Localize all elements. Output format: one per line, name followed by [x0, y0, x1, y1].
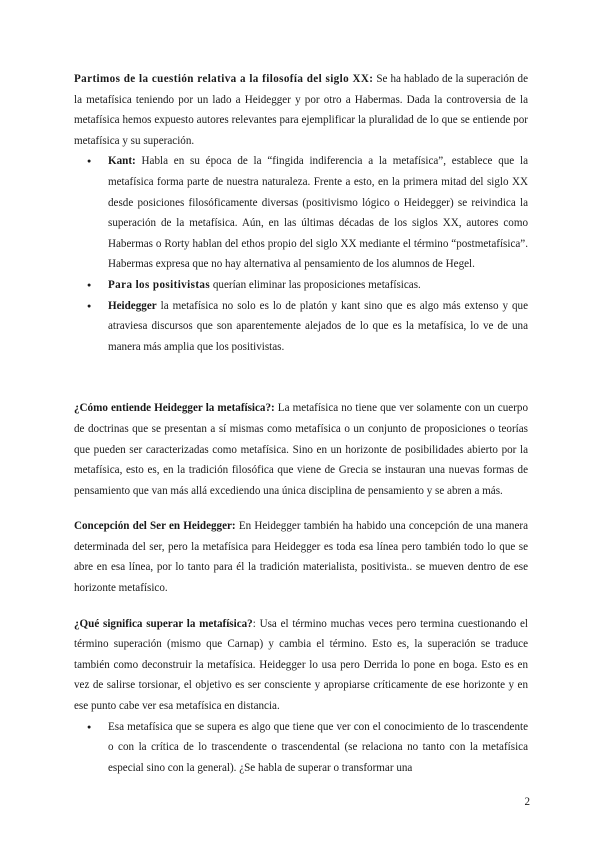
- list-item-text: querían eliminar las proposiciones metafísicas.: [210, 278, 421, 291]
- paragraph-text: : Usa el término muchas veces pero termina cuestionando el término superación (mismo que Carnap) y cambia el término. Esto es, la superación se traduce también como deconstruir la metafísica. Heidegger lo usa pero Derrida lo pone en boga. Esto es en vez de salirse torsionar, el objetivo es ser consciente y apropiarse críticamente de ese horizonte y en ese punto cabe ver esa metafísica en distancia.: [74, 617, 528, 713]
- list-item-superacion: [108, 717, 528, 779]
- list-item-text: Habla en su época de la “fingida indiferencia a la metafísica”, establece que la metafísica forma parte de nuestra naturaleza. Frente a esto, en la primera mitad del siglo XX desde posiciones filosóficamente diversas (positivismo lógico o Heidegger) se reivindica la superación de la metafísica. Aún, en las últimas décadas de los siglos XX, autores como Habermas o Rorty hablan del ethos propio del siglo XX mediante el término “postmetafísica”. Habermas expresa que no hay alternativa al pensamiento de los alumnos de Hegel.: [108, 155, 528, 271]
- heading-superar-metafisica: ¿Qué significa superar la metafísica?: [74, 617, 253, 630]
- paragraph-intro: [74, 69, 528, 151]
- list-item-heidegger: [108, 296, 528, 358]
- spacer: [74, 383, 528, 398]
- list-item-positivistas: [108, 275, 528, 296]
- superacion-list: [74, 717, 528, 779]
- spacer: [74, 501, 528, 516]
- heading-concepcion-ser: Concepción del Ser en Heidegger:: [74, 520, 236, 533]
- page-number: 2: [524, 796, 530, 808]
- list-item-term: Heidegger: [108, 299, 157, 312]
- list-item-text: la metafísica no solo es lo de platón y kant sino que es algo más extenso y que atraviesa discursos que son aparentemente alejados de lo que es la metafísica, lo ve de una manera más amplia que los positivistas.: [108, 299, 528, 353]
- paragraph-superar-metafisica: [74, 614, 528, 717]
- list-item-term: Para los positivistas: [108, 278, 211, 291]
- list-item-text: Esa metafísica que se supera es algo que tiene que ver con el conocimiento de lo trascendente o con la crítica de lo trascendente o trascendental (se relaciona no tanto con la metafísica especial sino con la general). ¿Se habla de superar o transformar una: [108, 720, 528, 774]
- paragraph-concepcion-ser: [74, 516, 528, 598]
- paragraph-text: En Heidegger también ha habido una concepción de una manera determinada del ser, pero la metafísica para Heidegger es toda esa línea pero también todo lo que se abre en esa línea, por lo tanto para él la tradición materialista, positivista.. se mueven dentro de ese horizonte metafísico.: [74, 520, 528, 595]
- spacer: [74, 357, 528, 383]
- heading-intro: Partimos de la cuestión relativa a la filosofía del siglo XX:: [74, 73, 374, 85]
- page-content: [74, 69, 528, 778]
- heading-heidegger-metafisica: ¿Cómo entiende Heidegger la metafísica?:: [74, 402, 275, 415]
- paragraph-text: La metafísica no tiene que ver solamente con un cuerpo de doctrinas que se presentan a sí mismas como metafísica o un conjunto de proposiciones o teorías que pueden ser caracterizadas como metafísica. Sino en un horizonte de posibilidades abierto por la metafísica, esto es, en la tradición filosófica que viene de Grecia se instauran una nuevas formas de pensamiento que van más allá excediendo una única disciplina de pensamiento y se abren a más.: [74, 402, 528, 497]
- author-list: [74, 151, 528, 357]
- list-item-term: Kant:: [108, 155, 136, 168]
- spacer: [74, 599, 528, 614]
- list-item-kant: [108, 151, 528, 275]
- paragraph-intro-text: Se ha hablado de la superación de la metafísica teniendo por un lado a Heidegger y por otro a Habermas. Dada la controversia de la metafísica hemos expuesto autores relevantes para ejemplificar la pluralidad de lo que se entiende por metafísica y su superación.: [74, 73, 528, 147]
- paragraph-heidegger-metafisica: [74, 398, 528, 501]
